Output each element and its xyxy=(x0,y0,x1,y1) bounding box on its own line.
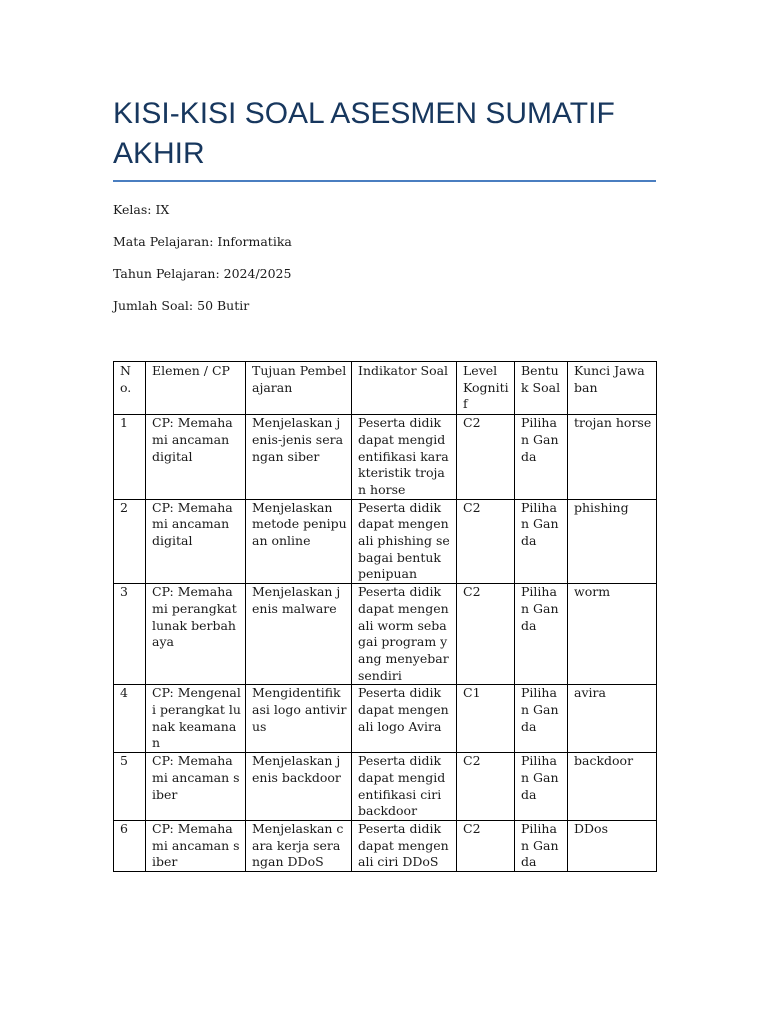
cell-elemen-cp: CP: Memahami ancaman siber xyxy=(146,753,246,821)
cell-kunci: worm xyxy=(568,584,657,685)
cell-no: 1 xyxy=(114,415,146,500)
cell-bentuk: Pilihan Ganda xyxy=(515,685,568,753)
cell-level: C1 xyxy=(457,685,515,753)
table-row xyxy=(114,753,657,821)
cell-bentuk: Pilihan Ganda xyxy=(515,499,568,584)
cell-tujuan: Menjelaskan jenis malware xyxy=(246,584,352,685)
cell-tujuan: Menjelaskan cara kerja serangan DDoS xyxy=(246,820,352,871)
cell-level: C2 xyxy=(457,753,515,821)
cell-indikator: Peserta didik dapat mengidentifikasi karakteristik trojan horse xyxy=(352,415,457,500)
cell-level: C2 xyxy=(457,499,515,584)
cell-no: 2 xyxy=(114,499,146,584)
cell-indikator: Peserta didik dapat mengenali logo Avira xyxy=(352,685,457,753)
meta-mata-pelajaran: Mata Pelajaran: Informatika xyxy=(113,234,292,249)
cell-kunci: avira xyxy=(568,685,657,753)
cell-level: C2 xyxy=(457,415,515,500)
cell-no: 3 xyxy=(114,584,146,685)
cell-kunci: trojan horse xyxy=(568,415,657,500)
cell-indikator: Peserta didik dapat mengenali worm sebagai program yang menyebar sendiri xyxy=(352,584,457,685)
table-row xyxy=(114,685,657,753)
header-bentuk-soal: Bentuk Soal xyxy=(515,362,568,415)
title-underline xyxy=(113,180,656,182)
header-level-kognitif: Level Kognitif xyxy=(457,362,515,415)
cell-kunci: backdoor xyxy=(568,753,657,821)
cell-bentuk: Pilihan Ganda xyxy=(515,753,568,821)
cell-elemen-cp: CP: Memahami perangkat lunak berbahaya xyxy=(146,584,246,685)
cell-no: 5 xyxy=(114,753,146,821)
header-kunci-jawaban: Kunci Jawaban xyxy=(568,362,657,415)
document-title: KISI-KISI SOAL ASESMEN SUMATIF AKHIR xyxy=(113,97,615,170)
header-indikator-soal: Indikator Soal xyxy=(352,362,457,415)
cell-tujuan: Mengidentifikasi logo antivirus xyxy=(246,685,352,753)
cell-elemen-cp: CP: Memahami ancaman siber xyxy=(146,820,246,871)
table-row xyxy=(114,584,657,685)
cell-kunci: phishing xyxy=(568,499,657,584)
cell-elemen-cp: CP: Mengenali perangkat lunak keamanan xyxy=(146,685,246,753)
meta-tahun-pelajaran: Tahun Pelajaran: 2024/2025 xyxy=(113,266,292,281)
meta-jumlah-soal: Jumlah Soal: 50 Butir xyxy=(113,298,250,313)
table-header-row xyxy=(114,362,657,415)
header-elemen-cp: Elemen / CP xyxy=(146,362,246,415)
cell-indikator: Peserta didik dapat mengidentifikasi ciri backdoor xyxy=(352,753,457,821)
cell-no: 6 xyxy=(114,820,146,871)
cell-level: C2 xyxy=(457,584,515,685)
table-row xyxy=(114,415,657,500)
cell-bentuk: Pilihan Ganda xyxy=(515,584,568,685)
cell-tujuan: Menjelaskan metode penipuan online xyxy=(246,499,352,584)
kisi-kisi-table xyxy=(113,361,657,872)
cell-elemen-cp: CP: Memahami ancaman digital xyxy=(146,415,246,500)
table-row xyxy=(114,820,657,871)
cell-kunci: DDos xyxy=(568,820,657,871)
cell-elemen-cp: CP: Memahami ancaman digital xyxy=(146,499,246,584)
cell-bentuk: Pilihan Ganda xyxy=(515,415,568,500)
cell-bentuk: Pilihan Ganda xyxy=(515,820,568,871)
cell-indikator: Peserta didik dapat mengenali ciri DDoS xyxy=(352,820,457,871)
table-row xyxy=(114,499,657,584)
header-no: No. xyxy=(114,362,146,415)
cell-tujuan: Menjelaskan jenis backdoor xyxy=(246,753,352,821)
cell-level: C2 xyxy=(457,820,515,871)
meta-kelas: Kelas: IX xyxy=(113,202,170,217)
header-tujuan-pembelajaran: Tujuan Pembelajaran xyxy=(246,362,352,415)
cell-tujuan: Menjelaskan jenis-jenis serangan siber xyxy=(246,415,352,500)
cell-no: 4 xyxy=(114,685,146,753)
cell-indikator: Peserta didik dapat mengenali phishing sebagai bentuk penipuan xyxy=(352,499,457,584)
